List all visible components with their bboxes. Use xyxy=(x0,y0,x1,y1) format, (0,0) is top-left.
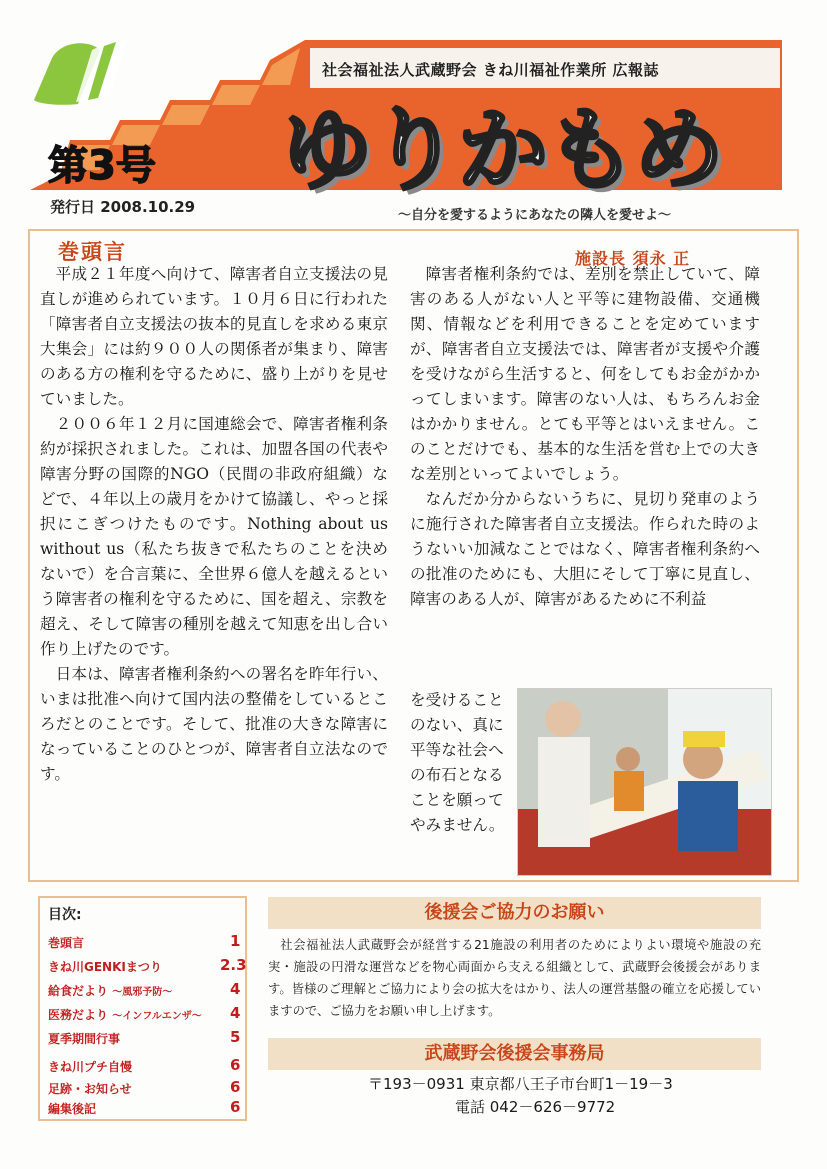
toc-item[interactable]: 医務だより ～インフルエンザ～ 4 xyxy=(48,1004,241,1022)
article-paragraph: を受けることのない、真に平等な社会への布石となることを願ってやみません。 xyxy=(410,691,505,834)
office-address: 〒193－0931 東京都八王子市台町1－19－3 xyxy=(368,1075,673,1093)
article-paragraph: ２００６年１２月に国連総会で、障害者権利条約が採択されました。これは、加盟各国の代表や障害分野の国際的NGO（民間の非政府組織）などで、４年以上の歳月をかけて協議し、やっと採択にこぎつけたものです。Nothing about us without us（私たち抜きで私たちのことを決めないで）を合言葉に、全世界６億人を越えるという障害者の権利を守るために、国を超え、宗教を超え、そして障害の種別を越えて知恵を出し合い作り上げたのです。 xyxy=(40,415,388,658)
article-paragraph: 平成２１年度へ向けて、障害者自立支援法の見直しが進められています。１０月６日に行われた「障害者自立支援法の抜本的見直しを求める東京大集会」には約９００人の関係者が集まり、障害のある方の権利を守るために、盛り上がりを見せていました。 xyxy=(40,265,388,408)
toc-page: 4 xyxy=(230,980,241,998)
toc-item[interactable]: きね川プチ自慢 6 xyxy=(48,1056,241,1074)
support-text: 社会福祉法人武蔵野会が経営する21施設の利用者のためによりよい環境や施設の充実・施設の円滑な運営などを物心両面から支える組織として、武蔵野会後援会があります。皆様のご理解とご協力により会の拡大をはかり、法人の運営基盤の確立を応援していますので、ご協力をお願い申し上げます。 xyxy=(268,938,761,1018)
newsletter-title: ゆりかもめ xyxy=(282,98,722,203)
article-paragraph: 日本は、障害者権利条約への署名を昨年行い、いまは批准へ向けて国内法の整備をしているところだとのことです。そして、批准の大きな障害になっていることのひとつが、障害者自立法なのです。 xyxy=(40,665,388,783)
toc-page: 6 xyxy=(230,1098,241,1116)
office-phone: 電話 042－626－9772 xyxy=(455,1098,616,1116)
issue-date: 発行日 2008.10.29 xyxy=(50,198,196,216)
toc-title: 目次: xyxy=(48,907,82,923)
section-heading: 巻頭言 xyxy=(58,240,127,264)
leaf-logo-icon xyxy=(34,40,128,105)
toc-item[interactable]: 巻頭言 1 xyxy=(48,932,241,950)
toc-item[interactable]: 編集後記 6 xyxy=(48,1098,241,1116)
toc-page: 6 xyxy=(230,1078,241,1096)
support-body xyxy=(268,934,761,1022)
newsletter-subtitle: ～自分を愛するようにあなたの隣人を愛せよ～ xyxy=(398,208,672,223)
article-author: 施設長 須永 正 xyxy=(575,249,691,268)
support-heading: 後援会ご協力のお願い xyxy=(268,897,761,929)
toc-page: 5 xyxy=(230,1028,241,1046)
article-left-column xyxy=(40,262,388,787)
toc-item[interactable]: 足跡・お知らせ 6 xyxy=(48,1078,241,1096)
toc-page: 2.3 xyxy=(220,956,247,974)
article-paragraph: なんだか分からないうちに、見切り発車のように施行された障害者自立支援法。作られた時のようないい加減なことではなく、障害者権利条約への批准のためにも、大胆にそして丁寧に見直し、障害のある人が、障害があるために不利益 xyxy=(410,490,760,608)
toc-page: 6 xyxy=(230,1056,241,1074)
table-of-contents xyxy=(38,896,247,1121)
article-paragraph: 障害者権利条約では、差別を禁止していて、障害のある人がない人と平等に建物設備、交通機関、情報などを利用できることを定めていますが、障害者自立支援法では、障害者が支援や介護を受けながら生活すると、何をしてもお金がかかってしまいます。障害のない人は、もちろんお金はかかりません。とても平等とはいえません。このことだけでも、基本的な生活を営む上での大きな差別といってよいでしょう。 xyxy=(410,265,760,483)
organization-name: 社会福祉法人武蔵野会 きね川福祉作業所 広報誌 xyxy=(322,61,659,79)
workshop-photo-illustration xyxy=(518,689,771,875)
toc-page: 1 xyxy=(230,932,241,950)
article-photo-wrap-text xyxy=(410,688,514,838)
workshop-photo xyxy=(517,688,772,876)
toc-item[interactable]: 夏季期間行事 5 xyxy=(48,1028,241,1046)
article-right-column xyxy=(410,262,760,612)
toc-page: 4 xyxy=(230,1004,241,1022)
office-heading: 武蔵野会後援会事務局 xyxy=(268,1038,761,1070)
toc-item[interactable]: きね川GENKIまつり 2.3 xyxy=(48,956,247,974)
issue-number: 第3号 xyxy=(48,143,156,189)
toc-item[interactable]: 給食だより ～風邪予防～ 4 xyxy=(48,980,241,998)
